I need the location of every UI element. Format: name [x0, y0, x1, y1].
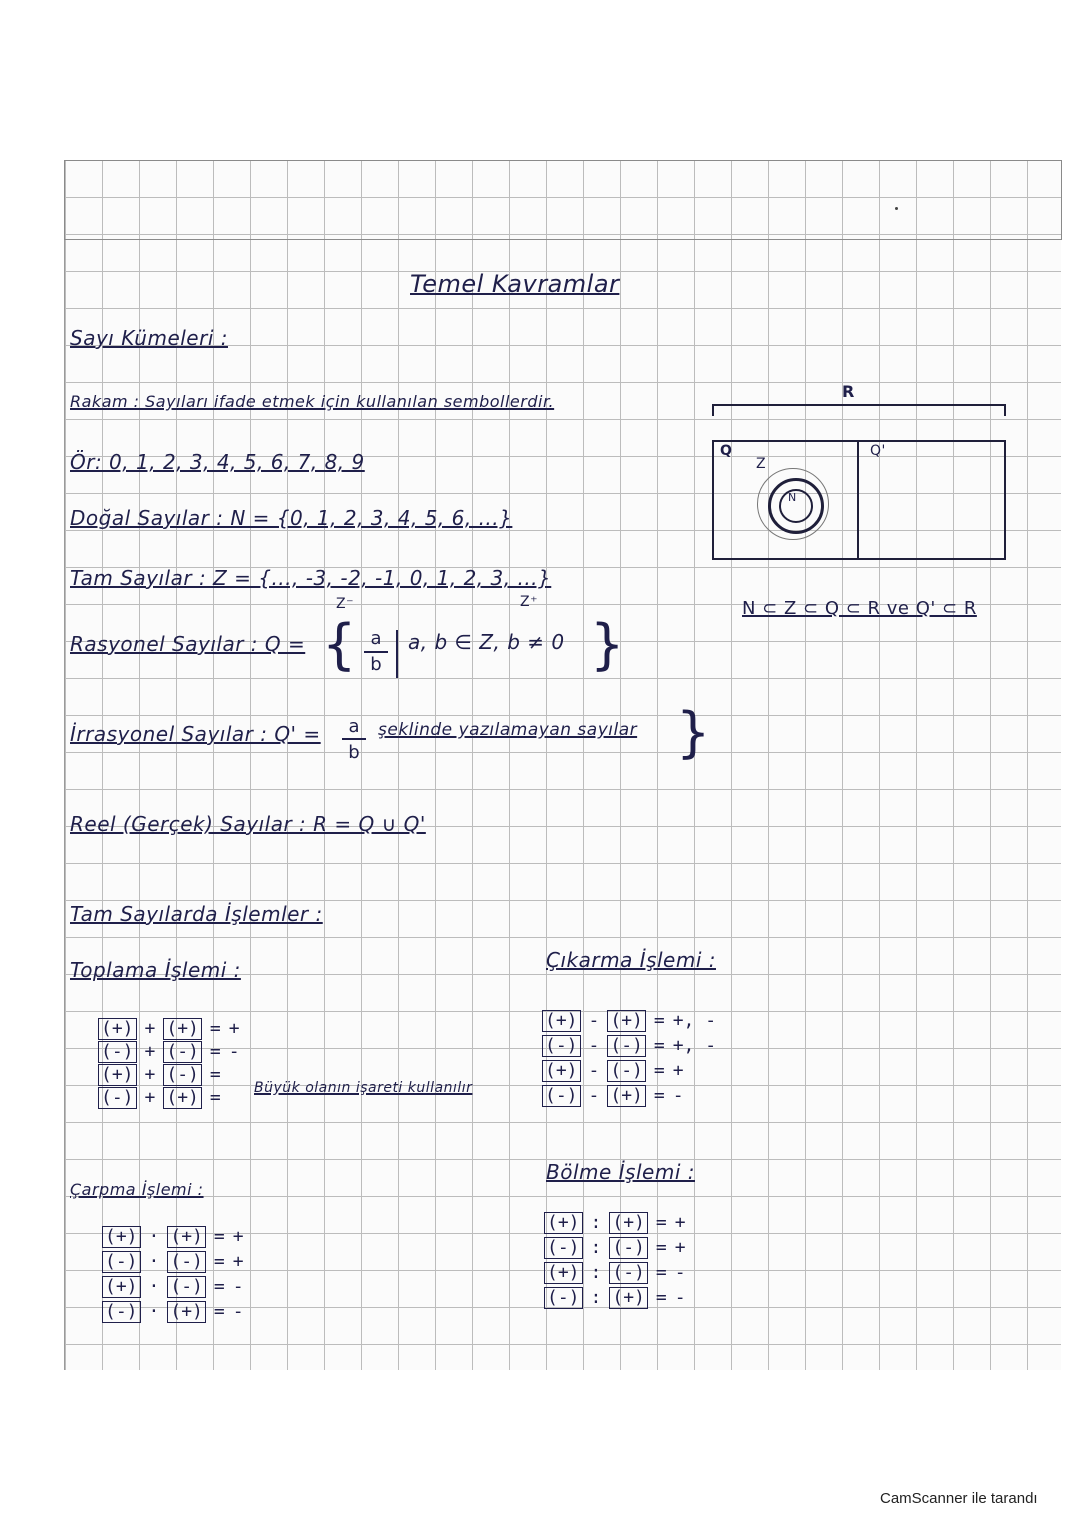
- operator: ·: [148, 1226, 160, 1247]
- rasyonel-numerator: a: [370, 628, 382, 649]
- equals-sign: =: [213, 1301, 225, 1322]
- venn-relation: N ⊂ Z ⊂ Q ⊂ R ve Q' ⊂ R: [742, 598, 977, 619]
- bolme-row: [544, 1212, 694, 1234]
- rasyonel-right-brace: }: [590, 613, 625, 676]
- operand-left: (-): [98, 1041, 137, 1063]
- operator: +: [144, 1041, 156, 1062]
- rakam-example: Ör: 0, 1, 2, 3, 4, 5, 6, 7, 8, 9: [70, 450, 365, 474]
- operator: :: [590, 1212, 602, 1233]
- operand-left: (+): [102, 1226, 141, 1248]
- cikarma-row: [542, 1085, 692, 1107]
- equals-sign: =: [213, 1226, 225, 1247]
- operand-left: (-): [102, 1251, 141, 1273]
- operand-left: (+): [542, 1060, 581, 1082]
- rasyonel-condition: a, b ∈ Z, b ≠ 0: [396, 630, 565, 678]
- result: +: [674, 1237, 686, 1258]
- operand-left: (-): [542, 1035, 581, 1057]
- bolme-row: [544, 1262, 694, 1284]
- cikarma-heading: Çıkarma İşlemi :: [546, 948, 716, 972]
- operand-right: (+): [163, 1087, 202, 1109]
- operator: +: [144, 1087, 156, 1108]
- equals-sign: =: [653, 1085, 665, 1106]
- carpma-row: [102, 1301, 252, 1323]
- venn-r-tick-right: [1004, 404, 1006, 416]
- result: -: [232, 1276, 244, 1297]
- operator: +: [144, 1018, 156, 1039]
- operand-right: (-): [167, 1251, 206, 1273]
- rakam-definition: Rakam : Sayıları ifade etmek için kullanılan sembollerdir.: [70, 392, 555, 411]
- result: +: [228, 1018, 240, 1039]
- result: +, -: [672, 1035, 717, 1056]
- operand-right: (+): [609, 1212, 648, 1234]
- operand-left: (+): [98, 1064, 137, 1086]
- operator: :: [590, 1262, 602, 1283]
- operator: +: [144, 1064, 156, 1085]
- operand-left: (+): [102, 1276, 141, 1298]
- operand-right: (+): [607, 1085, 646, 1107]
- rasyonel-fraction-bar: [364, 651, 388, 653]
- equals-sign: =: [653, 1010, 665, 1031]
- ink-dot: [895, 207, 898, 210]
- cikarma-row: [542, 1035, 724, 1057]
- operand-right: (-): [167, 1276, 206, 1298]
- irrasyonel-description: şeklinde yazılamayan sayılar: [378, 720, 638, 740]
- operand-left: (+): [98, 1018, 137, 1040]
- buyuk-olan-note: Büyük olanın işareti kullanılır: [254, 1080, 473, 1096]
- operand-right: (+): [163, 1018, 202, 1040]
- operand-left: (+): [544, 1212, 583, 1234]
- toplama-row: [98, 1087, 237, 1109]
- result: +: [232, 1251, 244, 1272]
- venn-label-r: R: [842, 382, 855, 401]
- equals-sign: =: [653, 1035, 665, 1056]
- irrasyonel-label: İrrasyonel Sayılar : Q' =: [70, 722, 321, 746]
- venn-label-z: Z: [756, 456, 767, 472]
- equals-sign: =: [209, 1087, 221, 1108]
- section-sayi-kumeleri: Sayı Kümeleri :: [70, 326, 228, 350]
- bolme-row: [544, 1237, 694, 1259]
- equals-sign: =: [655, 1237, 667, 1258]
- result: -: [674, 1287, 686, 1308]
- result: -: [232, 1301, 244, 1322]
- rasyonel-label: Rasyonel Sayılar : Q =: [70, 632, 306, 656]
- equals-sign: =: [655, 1287, 667, 1308]
- z-positive-label: Z⁺: [520, 594, 538, 610]
- equals-sign: =: [209, 1041, 221, 1062]
- equals-sign: =: [213, 1276, 225, 1297]
- operand-right: (-): [163, 1041, 202, 1063]
- equals-sign: =: [209, 1064, 221, 1085]
- result: +: [674, 1212, 686, 1233]
- operand-right: (-): [609, 1237, 648, 1259]
- result: -: [228, 1041, 240, 1062]
- result: +: [672, 1060, 684, 1081]
- operand-right: (-): [163, 1064, 202, 1086]
- operator: -: [588, 1060, 600, 1081]
- operator: -: [588, 1035, 600, 1056]
- operand-left: (-): [544, 1287, 583, 1309]
- operand-left: (-): [102, 1301, 141, 1323]
- equals-sign: =: [655, 1212, 667, 1233]
- carpma-row: [102, 1226, 252, 1248]
- carpma-row: [102, 1251, 252, 1273]
- carpma-heading: Çarpma İşlemi :: [70, 1180, 204, 1199]
- operand-right: (+): [167, 1301, 206, 1323]
- irrasyonel-numerator: a: [348, 716, 360, 737]
- operand-right: (+): [167, 1226, 206, 1248]
- operator: -: [588, 1085, 600, 1106]
- irrasyonel-denominator: b: [348, 742, 360, 763]
- operand-right: (+): [609, 1287, 648, 1309]
- operator: ·: [148, 1251, 160, 1272]
- result: +, -: [672, 1010, 717, 1031]
- operand-left: (+): [544, 1262, 583, 1284]
- operand-right: (-): [607, 1035, 646, 1057]
- tam-sayilar: Tam Sayılar : Z = {..., -3, -2, -1, 0, 1, 2, 3, ...}: [70, 566, 552, 590]
- venn-r-tick-left: [712, 404, 714, 416]
- toplama-row: [98, 1064, 237, 1086]
- cikarma-row: [542, 1060, 692, 1082]
- reel-sayilar: Reel (Gerçek) Sayılar : R = Q ∪ Q': [70, 812, 426, 836]
- rasyonel-denominator: b: [370, 654, 382, 675]
- equals-sign: =: [209, 1018, 221, 1039]
- toplama-row: [98, 1041, 248, 1063]
- z-negative-label: Z⁻: [336, 596, 354, 612]
- operator: ·: [148, 1276, 160, 1297]
- page-title: Temel Kavramlar: [410, 270, 620, 298]
- result: -: [672, 1085, 684, 1106]
- venn-label-qprime: Q': [870, 443, 886, 459]
- bolme-heading: Bölme İşlemi :: [546, 1160, 695, 1184]
- result: +: [232, 1226, 244, 1247]
- operand-right: (-): [609, 1262, 648, 1284]
- operand-left: (+): [542, 1010, 581, 1032]
- equals-sign: =: [655, 1262, 667, 1283]
- venn-label-q: Q: [720, 443, 733, 459]
- venn-label-n: N: [788, 491, 797, 504]
- cikarma-row: [542, 1010, 724, 1032]
- toplama-heading: Toplama İşlemi :: [70, 958, 241, 982]
- bolme-row: [544, 1287, 694, 1309]
- dogal-sayilar: Doğal Sayılar : N = {0, 1, 2, 3, 4, 5, 6, ...}: [70, 506, 513, 530]
- toplama-row: [98, 1018, 248, 1040]
- operand-left: (-): [542, 1085, 581, 1107]
- irrasyonel-fraction-bar: [342, 738, 366, 740]
- scanner-footer: CamScanner ile tarandı: [880, 1490, 1038, 1507]
- operator: ·: [148, 1301, 160, 1322]
- rasyonel-left-brace: {: [322, 613, 357, 676]
- irrasyonel-right-brace: }: [676, 701, 711, 764]
- operator: :: [590, 1237, 602, 1258]
- operand-right: (+): [607, 1010, 646, 1032]
- header-band: [64, 160, 1062, 240]
- operator: -: [588, 1010, 600, 1031]
- venn-divider: [857, 440, 859, 558]
- venn-r-line: [712, 404, 1006, 406]
- equals-sign: =: [213, 1251, 225, 1272]
- section-tam-sayilarda-islemler: Tam Sayılarda İşlemler :: [70, 902, 323, 926]
- carpma-row: [102, 1276, 252, 1298]
- equals-sign: =: [653, 1060, 665, 1081]
- operand-right: (-): [607, 1060, 646, 1082]
- operand-left: (-): [544, 1237, 583, 1259]
- operand-left: (-): [98, 1087, 137, 1109]
- result: -: [674, 1262, 686, 1283]
- operator: :: [590, 1287, 602, 1308]
